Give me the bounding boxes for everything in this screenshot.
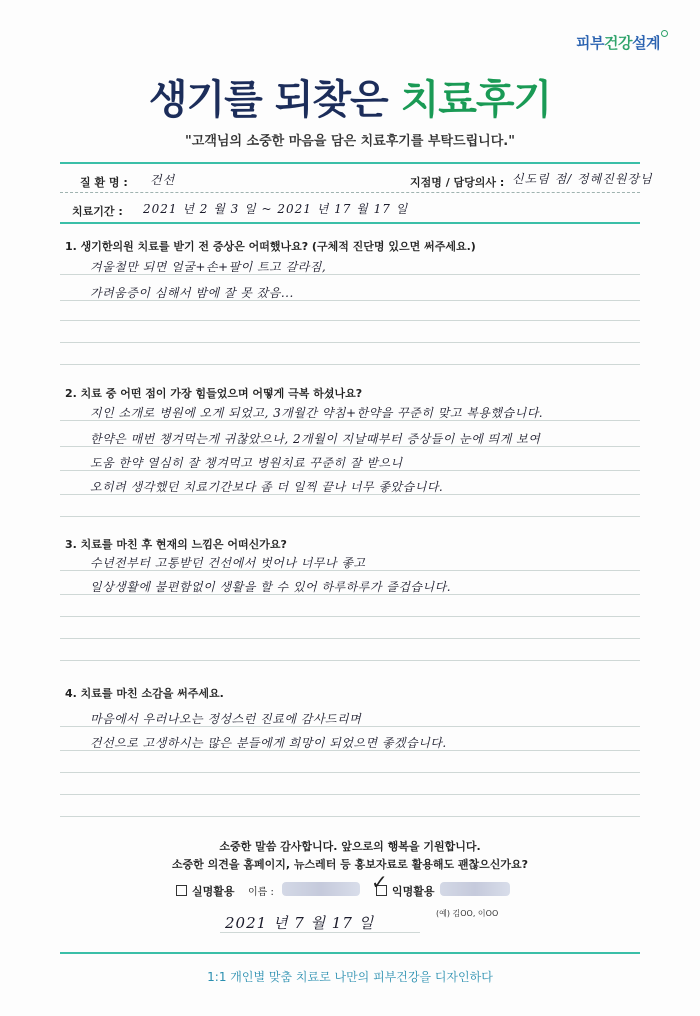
answer-2-line-2[interactable]: 한약은 매번 챙겨먹는게 귀찮았으나, 2개월이 지날때부터 증상들이 눈에 띄게 보여 (90, 432, 541, 446)
page-subtitle: "고객님의 소중한 마음을 담은 치료후기를 부탁드립니다." (185, 134, 515, 149)
answer-1-line-2[interactable]: 가려움증이 심해서 밤에 잘 못 잤음... (90, 286, 294, 300)
disease-label: 질 환 명 : (80, 176, 128, 189)
answer-line (60, 364, 640, 365)
answer-4-line-1[interactable]: 마음에서 우러나오는 정성스런 진료에 감사드리며 (90, 712, 362, 726)
question-2: 2. 치료 중 어떤 점이 가장 힘들었으며 어떻게 극복 하셨나요? (65, 387, 363, 400)
answer-2-line-1[interactable]: 지인 소개로 병원에 오게 되었고, 3개월간 약침+한약을 꾸준히 맞고 복용했습니다. (90, 406, 544, 420)
disease-value[interactable]: 건선 (150, 173, 176, 187)
brand-dot-icon (661, 30, 668, 37)
closing-consent-question: 소중한 의견을 홈페이지, 뉴스레터 등 홍보자료로 활용해도 괜찮으신가요? (171, 858, 529, 871)
answer-3-line-2[interactable]: 일상생활에 불편함없이 생활을 할 수 있어 하루하루가 즐겁습니다. (90, 580, 452, 594)
name-label: 이름 : (248, 887, 274, 898)
info-mid-divider (60, 192, 640, 193)
period-label: 치료기간 : (72, 205, 123, 218)
answer-line (60, 300, 640, 301)
brand-logo: 피부건강설계 (576, 34, 660, 52)
date-underline (220, 932, 420, 933)
real-name-checkbox[interactable] (176, 885, 187, 896)
name-example: (예) 김OO, 이OO (436, 909, 499, 918)
answer-line (60, 772, 640, 773)
checkmark-icon: ✓ (371, 870, 388, 894)
answer-line (60, 594, 640, 595)
answer-1-line-1[interactable]: 겨울철만 되면 얼굴+손+팔이 트고 갈라짐, (90, 260, 327, 274)
answer-line (60, 446, 640, 447)
closing-thanks: 소중한 말씀 감사합니다. 앞으로의 행복을 기원합니다. (219, 840, 481, 853)
answer-line (60, 342, 640, 343)
info-bottom-divider (60, 222, 640, 224)
answer-line (60, 470, 640, 471)
answer-line (60, 794, 640, 795)
question-1: 1. 생기한의원 치료를 받기 전 증상은 어떠했나요? (구체적 진단명 있으면 써주세요.) (65, 240, 476, 253)
answer-2-line-4[interactable]: 오히려 생각했던 치료기간보다 좀 더 일찍 끝나 너무 좋았습니다. (90, 480, 444, 494)
answer-line (60, 750, 640, 751)
footer-divider (60, 952, 640, 954)
anonymous-option-label: 익명활용 (392, 885, 435, 898)
period-value[interactable]: 2021 년 2 월 3 일 ~ 2021 년 17 월 17 일 (143, 202, 409, 216)
answer-line (60, 616, 640, 617)
answer-line (60, 494, 640, 495)
signature-date[interactable]: 2021 년 7 월 17 일 (225, 914, 375, 932)
answer-line (60, 816, 640, 817)
answer-line (60, 516, 640, 517)
answer-line (60, 420, 640, 421)
question-3: 3. 치료를 마친 후 현재의 느낌은 어떠신가요? (65, 538, 287, 551)
answer-line (60, 660, 640, 661)
anon-field-redacted (440, 882, 510, 896)
real-name-option-label: 실명활용 (192, 885, 235, 898)
answer-line (60, 570, 640, 571)
answer-3-line-1[interactable]: 수년전부터 고통받던 건선에서 벗어나 너무나 좋고 (90, 556, 366, 570)
answer-line (60, 638, 640, 639)
name-field-redacted[interactable] (282, 882, 360, 896)
footer-slogan: 1:1 개인별 맞춤 치료로 나만의 피부건강을 디자인하다 (207, 970, 493, 984)
answer-line (60, 320, 640, 321)
info-top-divider (60, 162, 640, 164)
answer-line (60, 274, 640, 275)
answer-line (60, 726, 640, 727)
clinic-label: 지점명 / 담당의사 : (410, 176, 505, 189)
answer-4-line-2[interactable]: 건선으로 고생하시는 많은 분들에게 희망이 되었으면 좋겠습니다. (90, 736, 447, 750)
clinic-value[interactable]: 신도림 점/ 정혜진원장님 (512, 172, 653, 186)
question-4: 4. 치료를 마친 소감을 써주세요. (65, 687, 224, 700)
answer-2-line-3[interactable]: 도움 한약 열심히 잘 챙겨먹고 병원치료 꾸준히 잘 받으니 (90, 456, 403, 470)
page-title: 생기를 되찾은 치료후기 (148, 77, 552, 123)
